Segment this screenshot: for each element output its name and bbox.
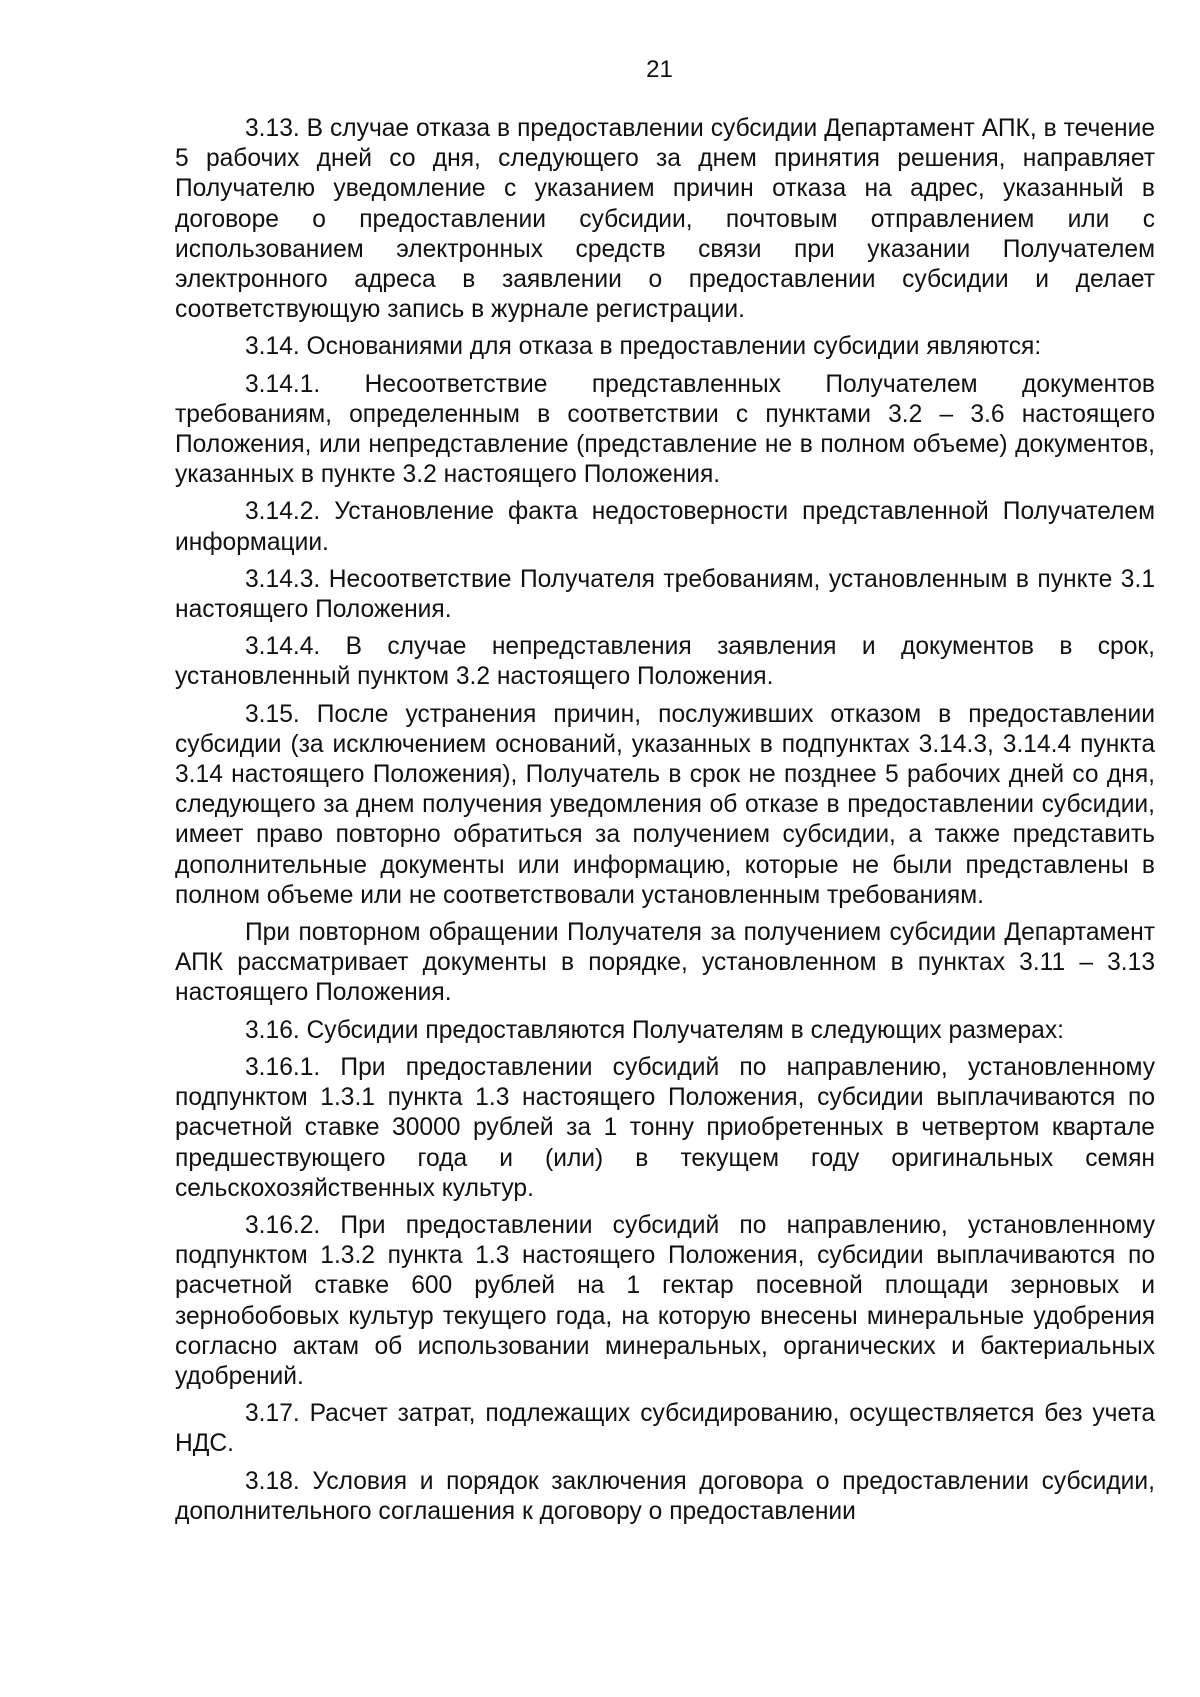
paragraph-3-14-1: 3.14.1. Несоответствие представленных Получателем документов требованиям, определенным в соответствии с пунктами 3.2 – 3.6 настоящего Положения, или непредставление (представление не в полном объеме) документов, указанных в пункте 3.2 настоящего Положения.: [175, 370, 1155, 489]
paragraph-3-16-2: 3.16.2. При предоставлении субсидий по направлению, установленному подпунктом 1.3.2 пункта 1.3 настоящего Положения, субсидии выплачиваются по расчетной ставке 600 рублей на 1 гектар посевной площади зерновых и зернобобовых культур текущего года, на которую внесены минеральные удобрения согласно актам об использовании минеральных, органических и бактериальных удобрений.: [175, 1211, 1155, 1390]
page-number: 21: [646, 56, 673, 83]
paragraph-3-18: 3.18. Условия и порядок заключения договора о предоставлении субсидии, дополнительного соглашения к договору о предоставлении: [175, 1467, 1155, 1525]
document-body: [175, 114, 1155, 1534]
paragraph-3-14: 3.14. Основаниями для отказа в предоставлении субсидии являются:: [245, 333, 1042, 361]
paragraph-3-14-2: 3.14.2. Установление факта недостоверности представленной Получателем информации.: [175, 498, 1155, 556]
paragraph-3-16: 3.16. Субсидии предоставляются Получателям в следующих размерах:: [245, 1016, 1064, 1044]
paragraph-repeat-request: При повторном обращении Получателя за получением субсидии Департамент АПК рассматривает документы в порядке, установленном в пунктах 3.11 – 3.13 настоящего Положения.: [175, 919, 1155, 1007]
paragraph-3-17: 3.17. Расчет затрат, подлежащих субсидированию, осуществляется без учета НДС.: [175, 1400, 1155, 1458]
paragraph-3-16-1: 3.16.1. При предоставлении субсидий по направлению, установленному подпунктом 1.3.1 пункта 1.3 настоящего Положения, субсидии выплачиваются по расчетной ставке 30000 рублей за 1 тонну приобретенных в четвертом квартале предшествующего года и (или) в текущем году оригинальных семян сельскохозяйственных культур.: [175, 1053, 1155, 1202]
paragraph-3-15: 3.15. После устранения причин, послуживших отказом в предоставлении субсидии (за исключением оснований, указанных в подпунктах 3.14.3, 3.14.4 пункта 3.14 настоящего Положения), Получатель в срок не позднее 5 рабочих дней со дня, следующего за днем получения уведомления об отказе в предоставлении субсидии, имеет право повторно обратиться за получением субсидии, а также представить дополнительные документы или информацию, которые не были представлены в полном объеме или не соответствовали установленным требованиям.: [175, 700, 1155, 909]
paragraph-3-14-3: 3.14.3. Несоответствие Получателя требованиям, установленным в пункте 3.1 настоящего Положения.: [175, 565, 1155, 624]
paragraph-3-14-4: 3.14.4. В случае непредставления заявления и документов в срок, установленный пунктом 3.2 настоящего Положения.: [175, 633, 1155, 691]
paragraph-3-13: 3.13. В случае отказа в предоставлении субсидии Департамент АПК, в течение 5 рабочих дней со дня, следующего за днем принятия решения, направляет Получателю уведомление с указанием причин отказа на адрес, указанный в договоре о предоставлении субсидии, почтовым отправлением или с использованием электронных средств связи при указании Получателем электронного адреса в заявлении о предоставлении субсидии и делает соответствующую запись в журнале регистрации.: [175, 115, 1155, 324]
